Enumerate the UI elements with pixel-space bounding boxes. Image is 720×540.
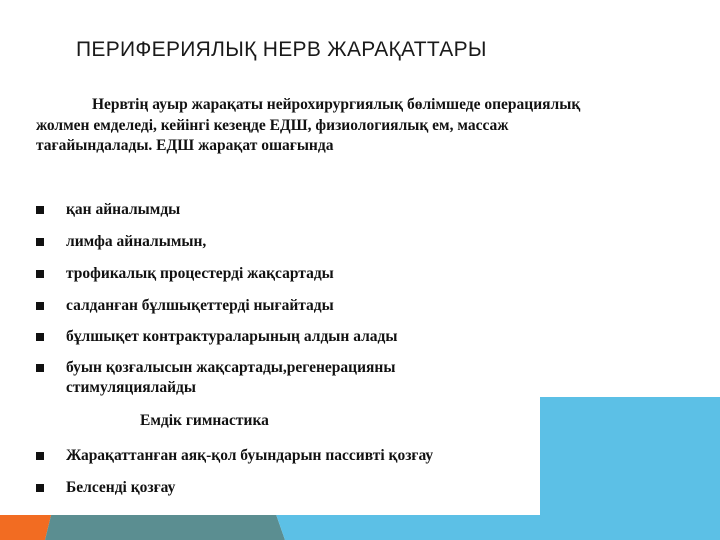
bullet-item [36, 478, 536, 498]
bullet-text: қан айналымды [66, 201, 181, 218]
bullet-marker [36, 484, 44, 492]
subheading: Емдік гимнастика [140, 412, 269, 429]
bullet-text: салданған бұлшықеттерді нығайтады [66, 297, 334, 314]
bullet-item [36, 264, 536, 284]
bullet-text: буын қозғалысын жақсартады,регенерацияны стимуляциялайды [66, 359, 396, 396]
intro-paragraph: Нервтің ауыр жарақаты нейрохирургиялық бөлімшеде операциялық жолмен емделеді, кейінгі кезеңде ЕДШ, физиологиялық ем, массаж тағайындалады. ЕДШ жарақат ошағында [36, 96, 581, 154]
bullet-marker [36, 452, 44, 460]
bullet-marker [36, 270, 44, 278]
bullet-text: трофикалық процестерді жақсартады [66, 265, 334, 282]
bullet-text: лимфа айналымын, [66, 233, 207, 250]
bullet-marker [36, 206, 44, 214]
bullet-marker [36, 238, 44, 246]
bullet-item [36, 446, 536, 466]
bullet-item [36, 296, 536, 316]
bullet-marker [36, 333, 44, 341]
bullet-marker [36, 364, 44, 372]
bullet-item [36, 232, 536, 252]
bullet-text: бұлшықет контрактураларының алдын алады [66, 328, 398, 345]
bullet-item [36, 358, 506, 398]
bullet-marker [36, 302, 44, 310]
bullet-text: Белсенді қозғау [66, 479, 176, 496]
bullet-item [36, 200, 536, 220]
slide-title: ПЕРИФЕРИЯЛЫҚ НЕРВ ЖАРАҚАТТАРЫ [76, 38, 487, 61]
bullet-item [36, 327, 536, 347]
bullet-text: Жарақаттанған аяқ-қол буындарын пассивті қозғау [66, 447, 434, 464]
